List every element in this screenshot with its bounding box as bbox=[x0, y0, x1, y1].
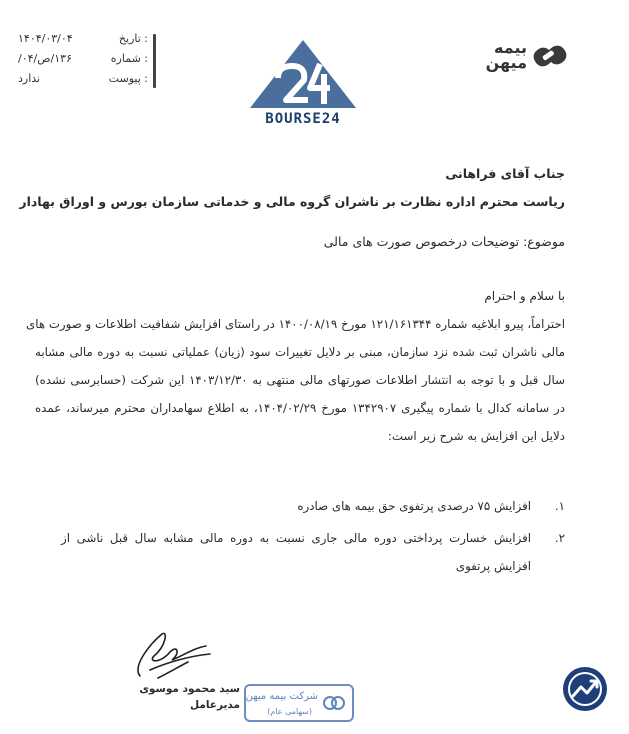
attachment-value: ندارد bbox=[18, 72, 41, 85]
stamp-logo-icon bbox=[322, 691, 346, 715]
body-line: در سامانه کدال با شماره پیگیری ۱۳۴۲۹۰۷ مورخ ۱۴۰۴/۰۲/۲۹، به اطلاع سهامداران محترم میرساند، عمده bbox=[35, 401, 565, 415]
number-row bbox=[18, 52, 148, 70]
letter-meta bbox=[18, 32, 156, 90]
brand-name-line1: بیمه bbox=[494, 38, 527, 57]
list-item-number: ۲. bbox=[554, 531, 565, 545]
brand-mark-icon bbox=[533, 42, 569, 70]
body-paragraph bbox=[26, 310, 565, 450]
number-label: شماره : bbox=[110, 52, 148, 65]
list-item bbox=[45, 492, 565, 520]
meta-divider bbox=[153, 34, 156, 88]
list-item-text: افزایش ۷۵ درصدی پرتفوی حق بیمه های صادره bbox=[297, 499, 531, 513]
date-value: ۱۴۰۴/۰۳/۰۴ bbox=[18, 32, 73, 45]
brand-name-line2: میهن bbox=[485, 53, 527, 72]
attachment-row bbox=[18, 72, 148, 90]
date-label: تاریخ : bbox=[118, 32, 148, 45]
date-row bbox=[18, 32, 148, 50]
body-line: احتراماً، پیرو ابلاغیه شماره ۱۲۱/۱۶۱۳۴۴ مورخ ۱۴۰۰/۰۸/۱۹ در راستای افزایش شفافیت اطلاعات و صورت های bbox=[26, 317, 565, 331]
company-logo bbox=[455, 38, 570, 74]
number-value: ۱۳۶/ص/۰۴/ bbox=[18, 52, 72, 65]
signatory-title: مدیرعامل bbox=[189, 699, 240, 711]
company-stamp bbox=[244, 684, 354, 722]
watermark-text: BOURSE24 bbox=[265, 111, 341, 127]
list-item-text: افزایش خسارت پرداختی دوره مالی جاری نسبت به دوره مالی مشابه سال قبل ناشی از افزایش پرتفوی bbox=[61, 531, 531, 573]
list-item-number: ۱. bbox=[554, 499, 565, 513]
subject-line: موضوع: توضیحات درخصوص صورت های مالی bbox=[323, 234, 565, 249]
brand-name bbox=[455, 40, 527, 70]
bourse24-logo-icon bbox=[248, 38, 358, 112]
stamp-company-name: شرکت بیمه میهن bbox=[245, 691, 318, 702]
body-line: مالی ناشران ثبت شده نزد سازمان، مبنی بر دلایل تغییرات سود (زیان) عملیاتی نسبت به دوره مالی مشابه bbox=[35, 345, 565, 359]
body-line: سال قبل و با توجه به انتشار اطلاعات صورتهای مالی منتهی به ۱۴۰۳/۱۲/۳۰ این شرکت (حسابرسی نشده) bbox=[35, 373, 565, 387]
attachment-label: پیوست : bbox=[108, 72, 148, 85]
signatory-name: سید محمود موسوی bbox=[139, 683, 240, 695]
body-line: دلایل این افزایش به شرح زیر است: bbox=[387, 429, 565, 443]
bourse24-watermark bbox=[248, 38, 358, 130]
handwritten-signature-icon bbox=[110, 626, 230, 684]
addressee: ریاست محترم اداره نظارت بر ناشران گروه مالی و خدماتی سازمان بورس و اوراق بهادار bbox=[19, 194, 565, 209]
signature-block bbox=[110, 626, 240, 726]
list-item bbox=[45, 524, 565, 580]
chart-badge bbox=[562, 666, 608, 712]
greeting: با سلام و احترام bbox=[484, 289, 565, 303]
salutation: جناب آقای فراهانی bbox=[445, 166, 565, 181]
trend-chart-icon bbox=[562, 666, 608, 712]
stamp-company-type: (سهامی عام) bbox=[267, 707, 312, 716]
